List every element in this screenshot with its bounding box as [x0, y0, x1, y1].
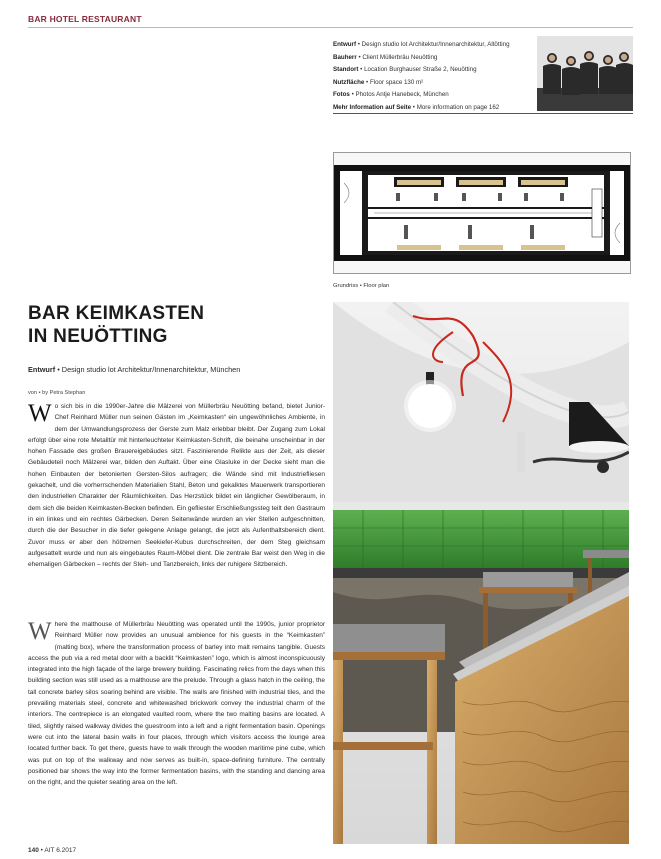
interior-photo [333, 302, 629, 844]
english-paragraph: here the malthouse of Müllerbräu Neuötting was operated until the 1990s, junior proprietor Reinhard Müller now provides an unusual ambience for his guests in the “Keimkasten” (malting box), where the transformation process of barley into malt remains tangible. Guests access the pub via a red metal door with a backlit “Keimkasten” logo, which is almost inconspicuously integrated into the high façade of the large brewery building. Fascinating relics from the days when this building section was still used as a malthouse are the prelude. Through a glass hatch in the ceiling, the tall concrete barley silos soaring behind are visible. The walls are finished with industrial tiles, and the prevailing materials steel, concrete and whitewashed brickwork convey the industrial charm of the interiors. The centrepiece is an elongated vaulted room, where the two malting basins are located. A tiled, slightly raised walkway divides the guestroom into a left and a right fermentation basin. Openings were cut into the lateral basin walls in four places, through which visitors access the lounge area located further back. To get there, guests have to walk through the wooden maritime pine cube, which was put on top of the walkway and now serves as built-in, space-defining furniture. The centrally positioned bar shows the way into the former fermentation basins, with the standing and dancing area on the right, and the quieter seating area on the left. [28, 621, 325, 787]
project-info [333, 39, 533, 115]
team-photo [537, 36, 633, 111]
body-text-english [28, 619, 325, 788]
header-rule [28, 27, 633, 28]
info-row-location: Standort • Location Burghauser Straße 2, Neuötting [333, 66, 477, 74]
dropcap-english: W [28, 618, 52, 645]
floor-plan-caption: Grundriss • Floor plan [333, 283, 390, 289]
page-number: 140 [28, 847, 39, 854]
magazine-issue: AIT 6.2017 [44, 847, 77, 854]
info-row-photos: Fotos • Photos Antje Hanebeck, München [333, 91, 449, 99]
body-text-german [28, 401, 325, 570]
section-label: BAR HOTEL RESTAURANT [28, 14, 142, 24]
dropcap-german: W [28, 400, 52, 427]
byline: von • by Petra Stephan [28, 390, 86, 396]
title-line-2: IN NEUÖTTING [28, 326, 168, 347]
info-row-more-info: Mehr Information auf Seite • More information on page 162 [333, 103, 500, 111]
title-line-1: BAR KEIMKASTEN [28, 303, 205, 324]
german-paragraph: o sich bis in die 1990er-Jahre die Mälzerei von Müllerbräu Neuötting befand, bietet Junior-Chef Reinhard Müller nun seinen Gästen im „Keimkasten“ ein ungewöhnliches Ambiente, in dem der Umwandlungsprozess der Gerste zum Malz erlebbar bleibt. Der Zugang zum Lokal erfolgt über eine rote Metalltür mit hinterleuchteter Keimkasten-Schrift, die beinahe unscheinbar in der hohen Fassade des großen Brauereigebäudes sitzt. Faszinierende Relikte aus der Zeit, als dieser Gebäudeteil noch Mälzerei war, bilden den Auftakt. Über eine Glasluke in der Decke sieht man die hohen Einbauten der betonierten Gersten-Silos aufragen; die Wände sind mit Industriefliesen gekachelt, und die vorherrschenden Materialien Stahl, Beton und gekalktes Mauerwerk transportieren den industriellen Charakter der Räumlichkeiten. Das Herzstück bildet ein länglicher Gewölberaum, in dem sich die beiden Keimkasten-Becken befinden. Ein gefliester Erschließungssteg teilt den Gastraum in ein linkes und ein rechtes Gärbecken. Deren Seitenwände wurden an vier Stellen aufgeschnitten, durch die der Besucher in die tiefer gelegene Anlage gelangt, die jetzt als Aufenthaltsbereich dient. Zuvor muss er aber den hölzernen Seekiefer-Kubus durchschreiten, der dem Steg gleichsam aufgesattelt wurde und nun als eingebautes Raum-Möbel dient. Die zentrale Bar weist den Weg in die ehemaligen Gärbecken – rechts der Steh- und Tanzbereich, links der ruhigere Sitzbereich. [28, 403, 325, 569]
info-rule [333, 113, 633, 114]
article-subtitle: Entwurf • Design studio lot Architektur/Innenarchitektur, München [28, 365, 241, 374]
page-footer: 140 • AIT 6.2017 [28, 847, 77, 854]
floor-plan [333, 152, 631, 274]
info-row-design: Entwurf • Design studio lot Architektur/Innenarchitektur, Altötting [333, 41, 510, 48]
article-title [28, 302, 204, 348]
info-row-floor-space: Nutzfläche • Floor space 130 m² [333, 78, 424, 86]
info-row-client: Bauherr • Client Müllerbräu Neuötting [333, 53, 438, 61]
